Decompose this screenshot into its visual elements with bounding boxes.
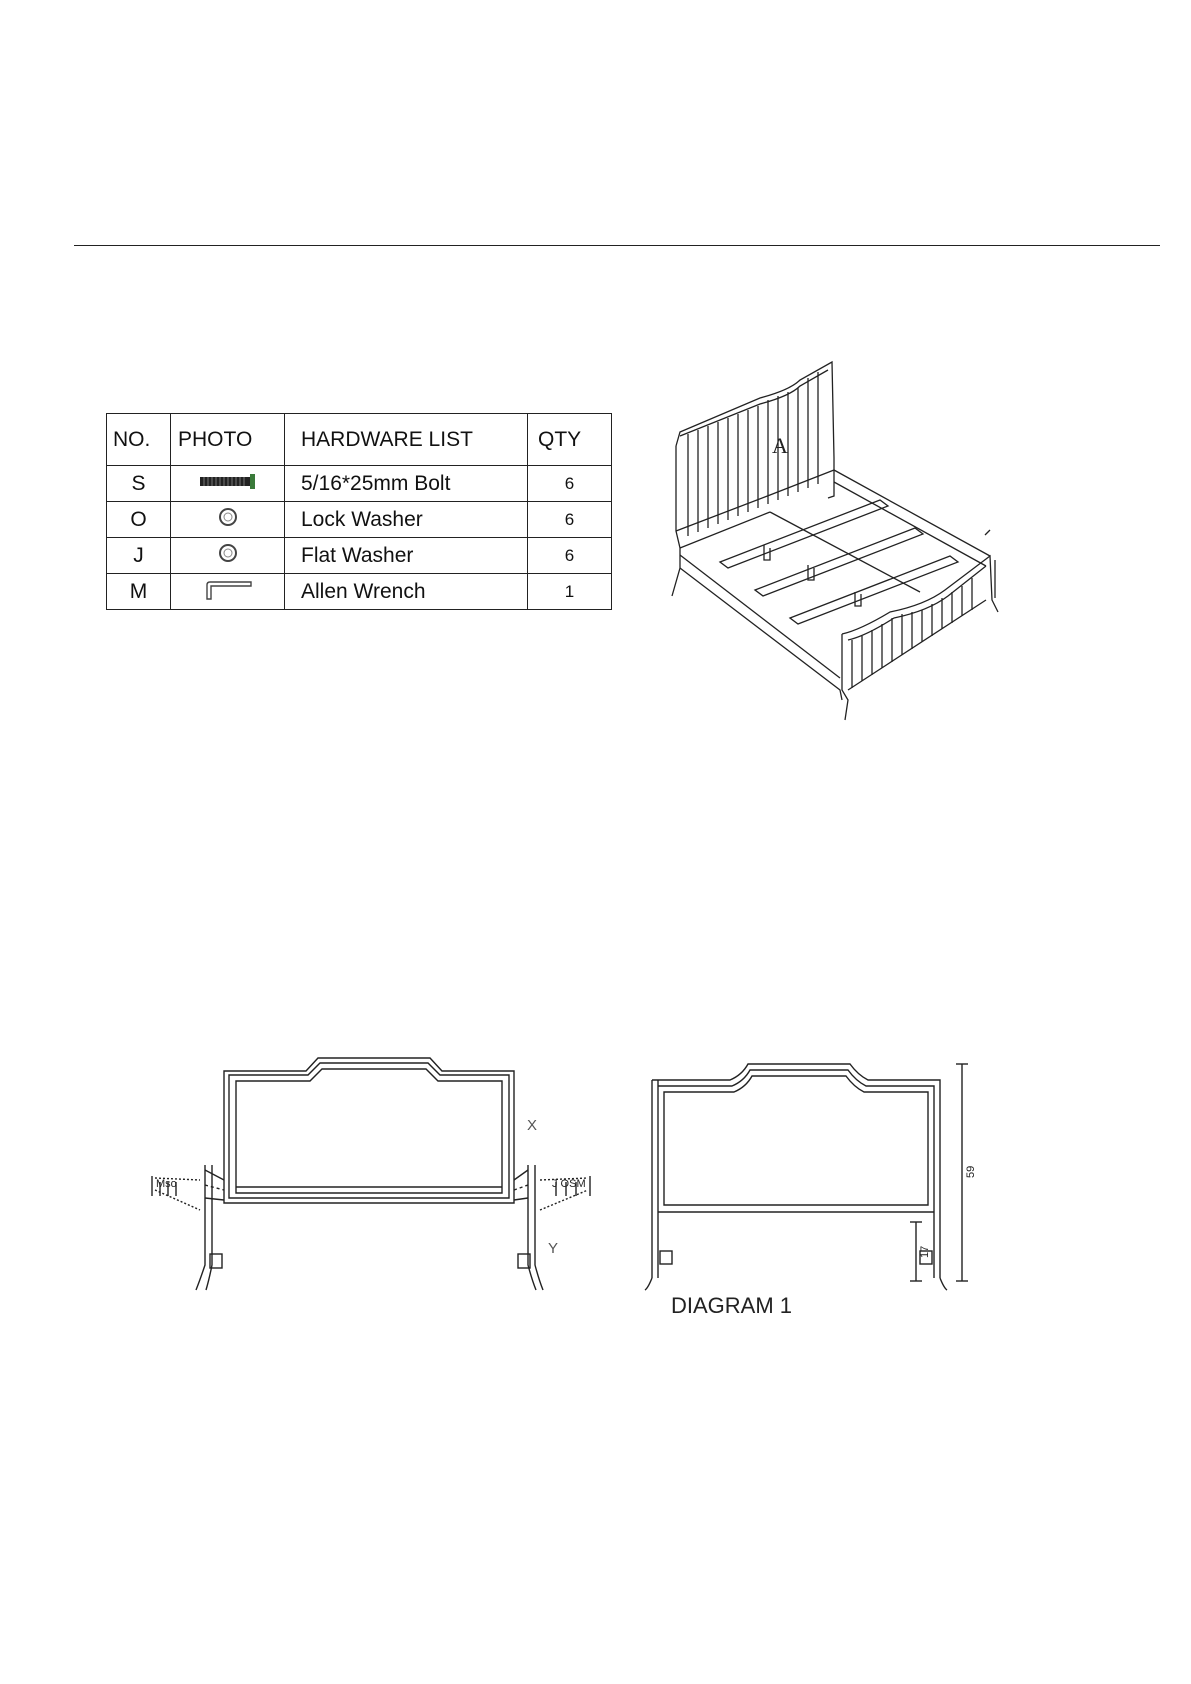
row-name: Allen Wrench	[285, 574, 528, 610]
height-dimension: 59	[965, 1165, 977, 1178]
header-qty: QTY	[528, 414, 612, 466]
row-no: O	[107, 502, 171, 538]
exploded-headboard-view	[152, 1058, 590, 1290]
row-name: Flat Washer	[285, 538, 528, 574]
left-hardware-label: Mso	[156, 1178, 177, 1190]
row-no: J	[107, 538, 171, 574]
header-photo: PHOTO	[171, 414, 285, 466]
row-qty: 6	[528, 466, 612, 502]
part-label-a: A	[772, 433, 788, 458]
row-qty: 6	[528, 538, 612, 574]
label-y: Y	[548, 1240, 559, 1257]
row-no: S	[107, 466, 171, 502]
label-x: X	[527, 1117, 538, 1134]
row-qty: 6	[528, 502, 612, 538]
row-name: Lock Washer	[285, 502, 528, 538]
header-no: NO.	[107, 414, 171, 466]
row-qty: 1	[528, 574, 612, 610]
row-name: 5/16*25mm Bolt	[285, 466, 528, 502]
row-no: M	[107, 574, 171, 610]
diagram-caption: DIAGRAM 1	[671, 1293, 793, 1318]
header-hardware-list: HARDWARE LIST	[285, 414, 528, 466]
right-hardware-label: J OSM	[552, 1178, 586, 1190]
leg-dimension: 17	[919, 1245, 931, 1258]
